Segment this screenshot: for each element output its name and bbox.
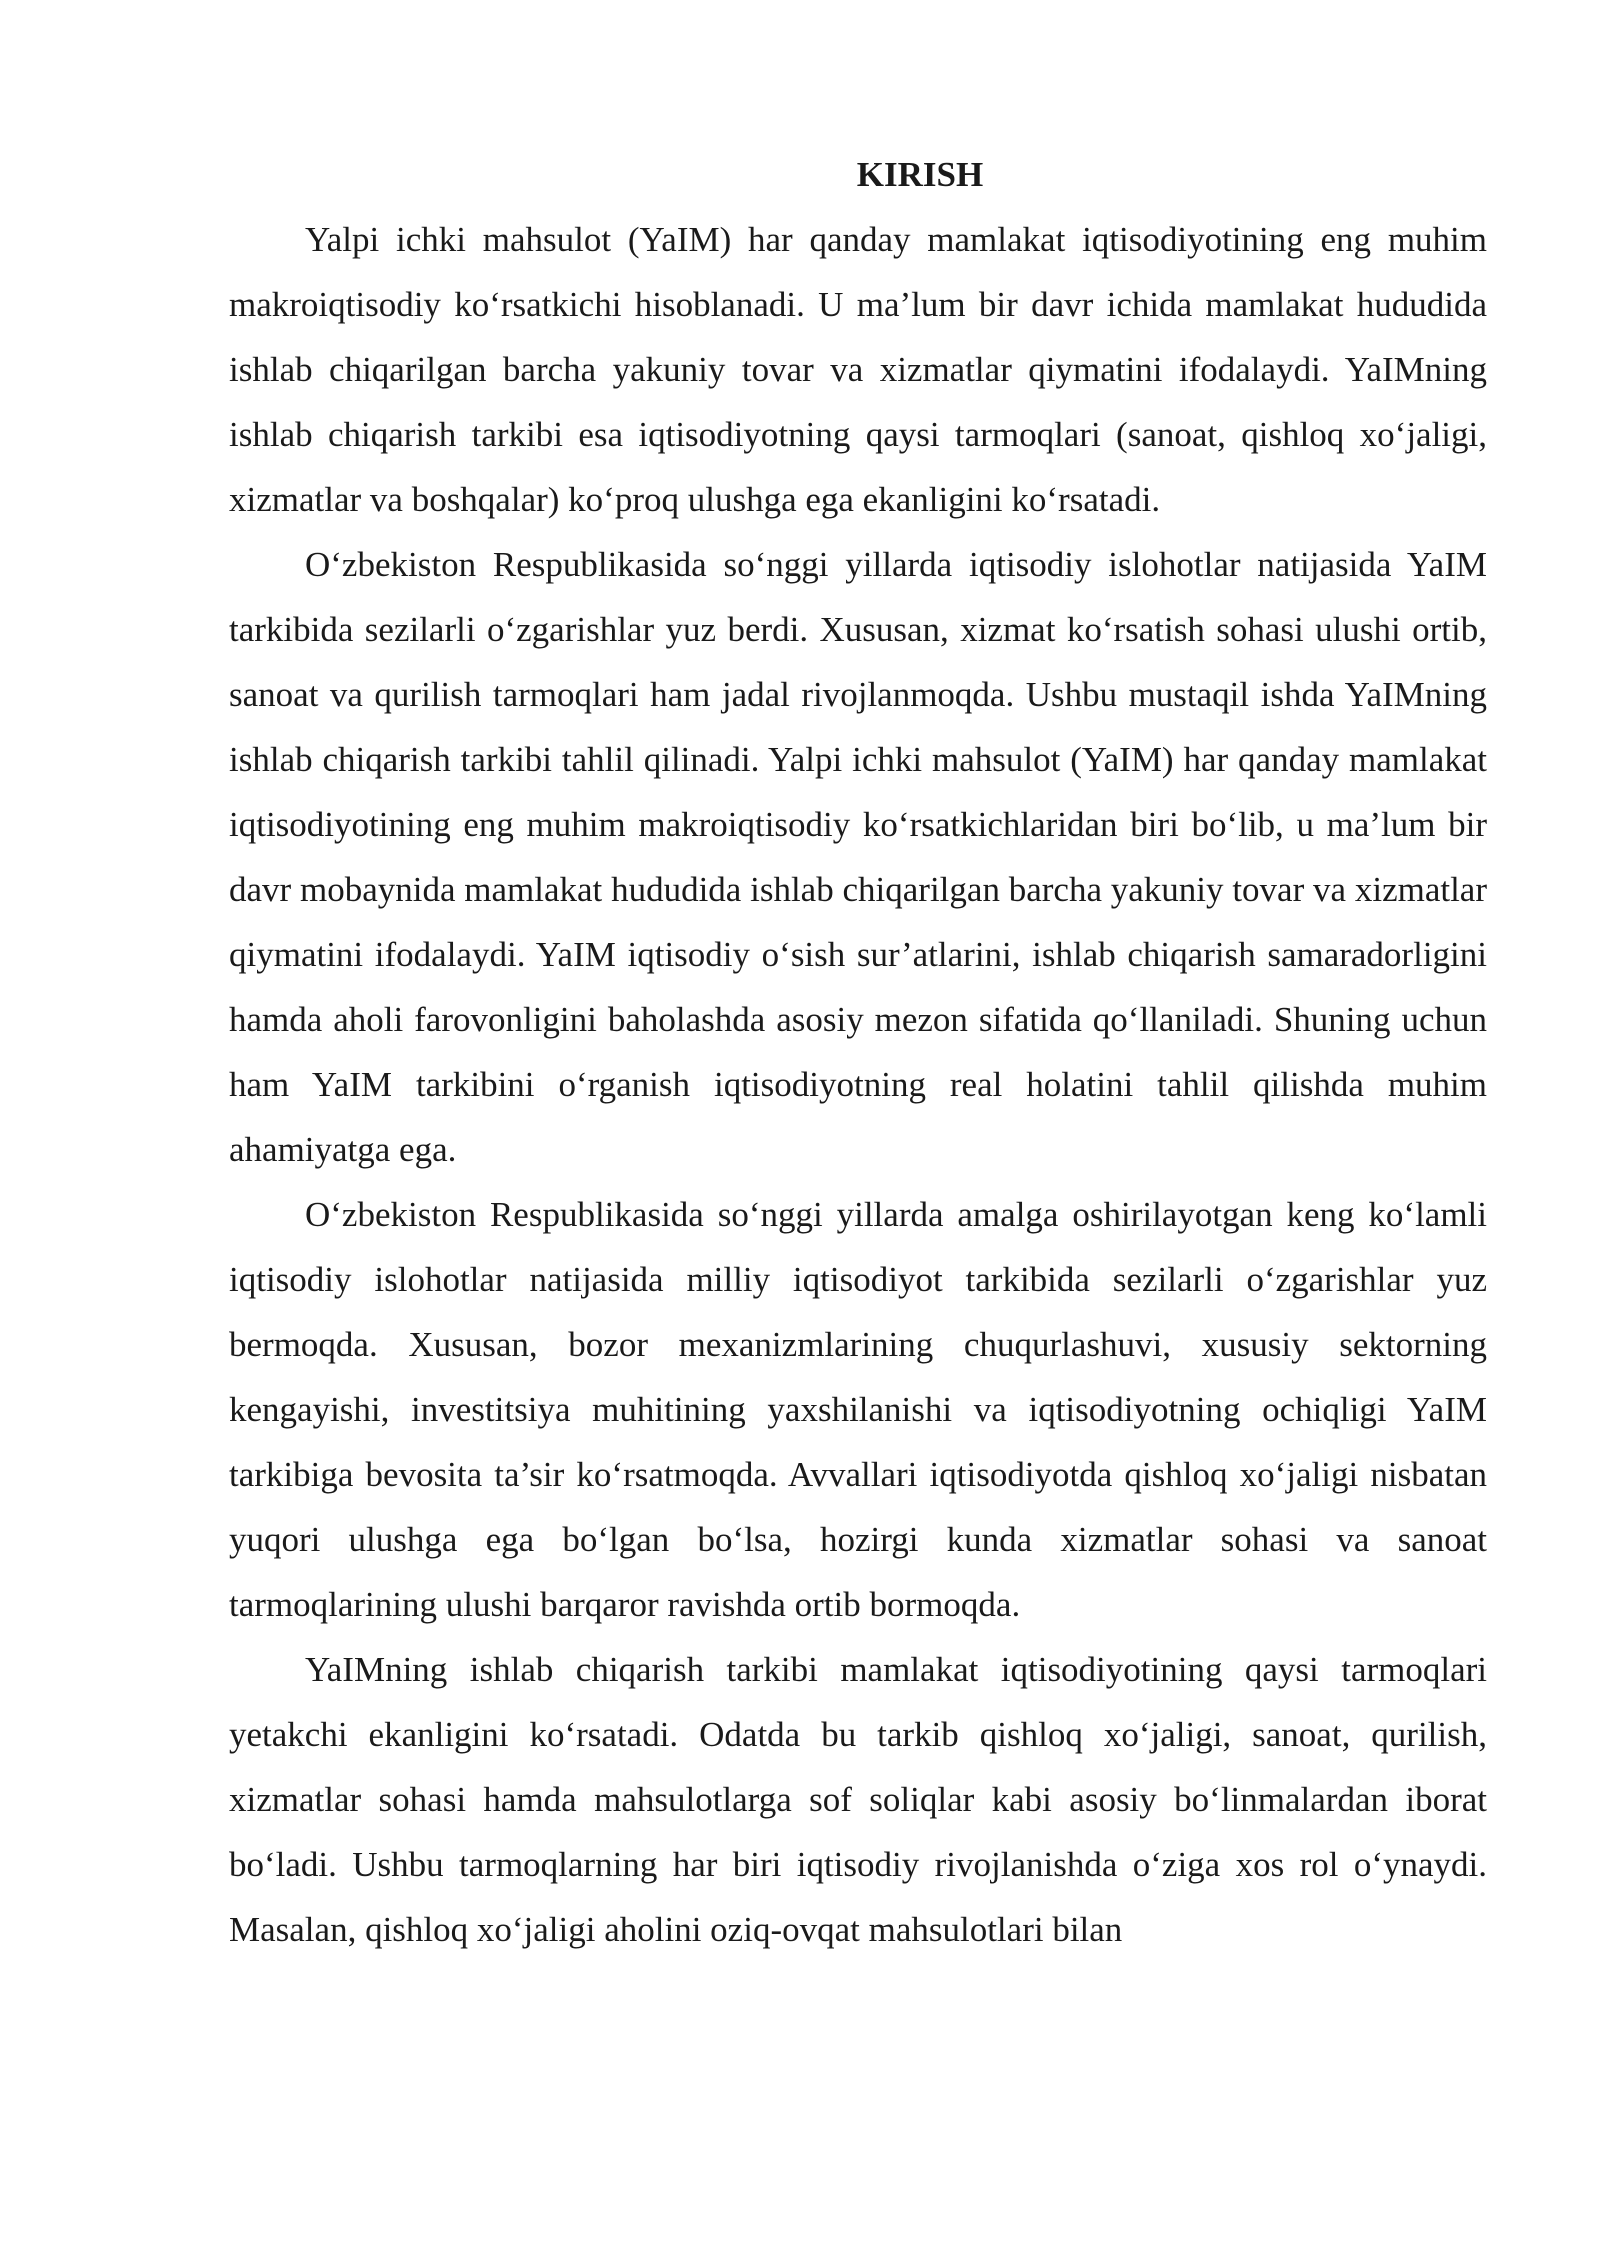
- paragraph-3: O‘zbekiston Respublikasida so‘nggi yillarda amalga oshirilayotgan keng ko‘lamli iqtisodiy islohotlar natijasida milliy iqtisodiyot tarkibida sezilarli o‘zgarishlar yuz bermoqda. Xususan, bozor mexanizmlarining chuqurlashuvi, xususiy sektorning kengayishi, investitsiya muhitining yaxshilanishi va iqtisodiyotning ochiqligi YaIM tarkibiga bevosita ta’sir ko‘rsatmoqda. Avvallari iqtisodiyotda qishloq xo‘jaligi nisbatan yuqori ulushga ega bo‘lgan bo‘lsa, hozirgi kunda xizmatlar sohasi va sanoat tarmoqlarining ulushi barqaror ravishda ortib bormoqda.: [229, 1195, 1487, 1624]
- page-title: KIRISH: [856, 155, 984, 194]
- paragraph-1: Yalpi ichki mahsulot (YaIM) har qanday mamlakat iqtisodiyotining eng muhim makroiqtisodiy ko‘rsatkichi hisoblanadi. U ma’lum bir davr ichida mamlakat hududida ishlab chiqarilgan barcha yakuniy tovar va xizmatlar qiymatini ifodalaydi. YaIMning ishlab chiqarish tarkibi esa iqtisodiyotning qaysi tarmoqlari (sanoat, qishloq xo‘jaligi, xizmatlar va boshqalar) ko‘proq ulushga ega ekanligini ko‘rsatadi.: [229, 220, 1487, 519]
- page-body: [229, 142, 1487, 1962]
- paragraph-4: YaIMning ishlab chiqarish tarkibi mamlakat iqtisodiyotining qaysi tarmoqlari yetakchi ekanligini ko‘rsatadi. Odatda bu tarkib qishloq xo‘jaligi, sanoat, qurilish, xizmatlar sohasi hamda mahsulotlarga sof soliqlar kabi asosiy bo‘linmalardan iborat bo‘ladi. Ushbu tarmoqlarning har biri iqtisodiy rivojlanishda o‘ziga xos rol o‘ynaydi. Masalan, qishloq xo‘jaligi aholini oziq-ovqat mahsulotlari bilan: [229, 1650, 1487, 1949]
- paragraph-2: O‘zbekiston Respublikasida so‘nggi yillarda iqtisodiy islohotlar natijasida YaIM tarkibida sezilarli o‘zgarishlar yuz berdi. Xususan, xizmat ko‘rsatish sohasi ulushi ortib, sanoat va qurilish tarmoqlari ham jadal rivojlanmoqda. Ushbu mustaqil ishda YaIMning ishlab chiqarish tarkibi tahlil qilinadi. Yalpi ichki mahsulot (YaIM) har qanday mamlakat iqtisodiyotining eng muhim makroiqtisodiy ko‘rsatkichlaridan biri bo‘lib, u ma’lum bir davr mobaynida mamlakat hududida ishlab chiqarilgan barcha yakuniy tovar va xizmatlar qiymatini ifodalaydi. YaIM iqtisodiy o‘sish sur’atlarini, ishlab chiqarish samaradorligini hamda aholi farovonligini baholashda asosiy mezon sifatida qo‘llaniladi. Shuning uchun ham YaIM tarkibini o‘rganish iqtisodiyotning real holatini tahlil qilishda muhim ahamiyatga ega.: [229, 545, 1487, 1169]
